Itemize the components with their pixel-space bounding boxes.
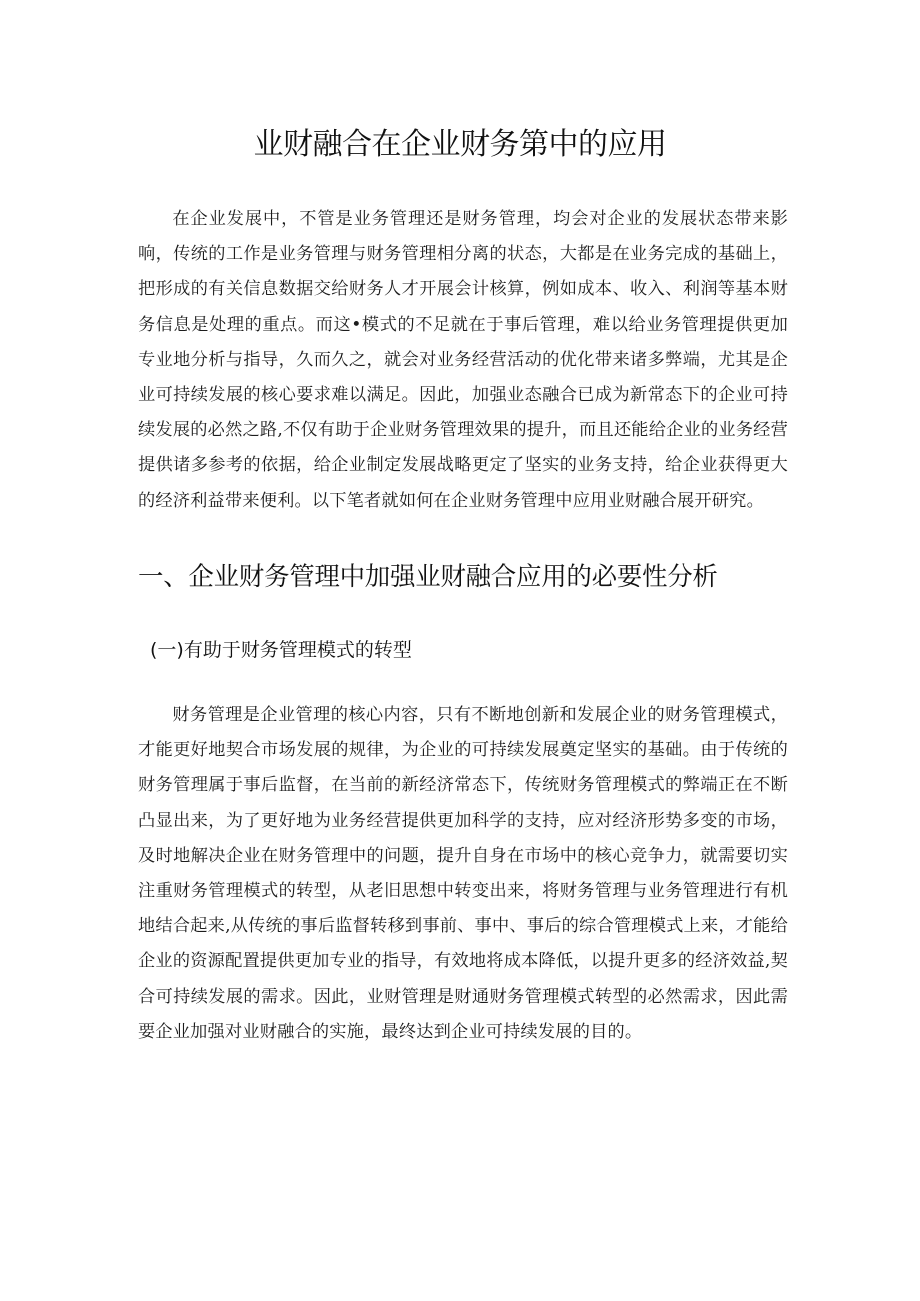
subsection-heading: (一)有助于财务管理模式的转型: [150, 639, 412, 661]
page-title: 业财融合在企业财务第中的应用: [253, 127, 667, 162]
intro-paragraph: 在企业发展中，不管是业务管理还是财务管理，均会对企业的发展状态带来影响，传统的工作是业务管理与财务管理相分离的状态，大都是在业务完成的基础上，把形成的有关信息数据交给财务人才开展会计核算，例如成本、收入、利润等基本财务信息是处理的重点。而这•模式的不足就在于事后管理，难以给业务管理提供更加专业地分析与指导，久而久之，就会对业务经营活动的优化带来诸多弊端，尤其是企业可持续发展的核心要求难以满足。因此，加强业态融合已成为新常态下的企业可持续发展的必然之路,不仅有助于企业财务管理效果的提升，而且还能给企业的业务经营提供诸多参考的依据，给企业制定发展战略更定了坚实的业务支持，给企业获得更大的经济利益带来便利。以下笔者就如何在企业财务管理中应用业财融合展开研究。: [138, 209, 788, 511]
subsection-paragraph: 财务管理是企业管理的核心内容，只有不断地创新和发展企业的财务管理模式，才能更好地契合市场发展的规律，为企业的可持续发展奠定坚实的基础。由于传统的财务管理属于事后监督，在当前的新经济常态下，传统财务管理模式的弊端正在不断凸显出来，为了更好地为业务经营提供更加科学的支持，应对经济形势多变的市场，及时地解决企业在财务管理中的问题，提升自身在市场中的核心竞争力，就需要切实注重财务管理模式的转型，从老旧思想中转变出来，将财务管理与业务管理进行有机地结合起来,从传统的事后监督转移到事前、事中、事后的综合管理模式上来，才能给企业的资源配置提供更加专业的指导，有效地将成本降低，以提升更多的经济效益,契合可持续发展的需求。因此，业财管理是财通财务管理模式转型的必然需求，因此需要企业加强对业财融合的实施，最终达到企业可持续发展的目的。: [138, 705, 788, 1042]
section-heading: 一、企业财务管理中加强业财融合应用的必要性分析: [138, 562, 718, 592]
